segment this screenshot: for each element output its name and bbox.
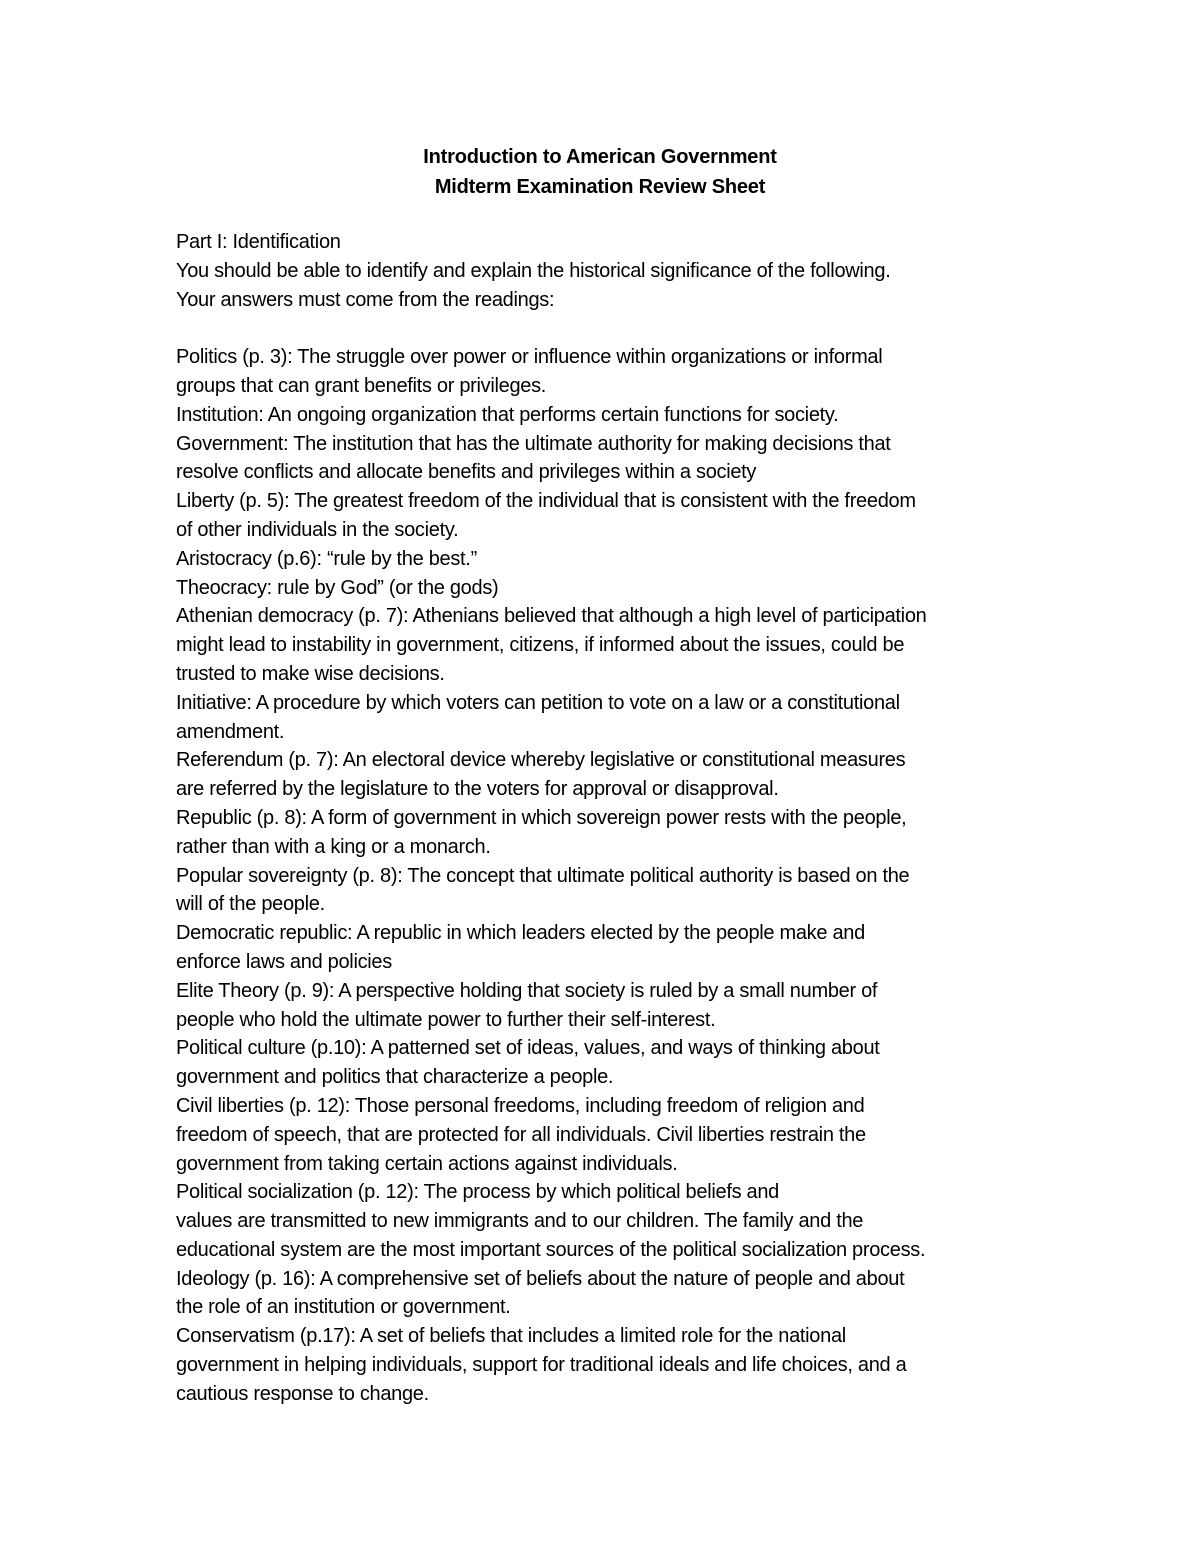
definition-line: resolve conflicts and allocate benefits and privileges within a society: [176, 461, 757, 484]
definition-entry: [176, 487, 1036, 545]
definition-line: Republic (p. 8): A form of government in which sovereign power rests with the people,: [176, 806, 907, 829]
definition-line: Aristocracy (p.6): “rule by the best.”: [176, 547, 477, 570]
definition-line: Referendum (p. 7): An electoral device whereby legislative or constitutional measures: [176, 749, 906, 772]
section-heading: Part I: Identification: [176, 231, 341, 253]
definition-line: government and politics that characterize a people.: [176, 1066, 614, 1089]
definition-line: Liberty (p. 5): The greatest freedom of the individual that is consistent with the freedom: [176, 490, 916, 513]
definition-line: Democratic republic: A republic in which leaders elected by the people make and: [176, 922, 865, 945]
definition-line: Popular sovereignty (p. 8): The concept that ultimate political authority is based on the: [176, 864, 910, 887]
definition-line: of other individuals in the society.: [176, 518, 459, 541]
definition-entry: [176, 545, 1036, 574]
definition-line: people who hold the ultimate power to further their self-interest.: [176, 1008, 716, 1031]
instructions-line: Your answers must come from the readings:: [176, 288, 555, 311]
definition-line: Conservatism (p.17): A set of beliefs that includes a limited role for the national: [176, 1325, 846, 1348]
document-subtitle: Midterm Examination Review Sheet: [434, 176, 766, 198]
definition-entry: [176, 1178, 1036, 1264]
definition-line: Athenian democracy (p. 7): Athenians believed that although a high level of participation: [176, 605, 927, 628]
definition-line: groups that can grant benefits or privileges.: [176, 374, 547, 397]
definition-line: amendment.: [176, 720, 285, 743]
definition-entry: [176, 343, 1036, 401]
definition-line: Elite Theory (p. 9): A perspective holding that society is ruled by a small number of: [176, 979, 878, 1002]
definition-entry: [176, 1092, 1036, 1178]
definition-line: might lead to instability in government, citizens, if informed about the issues, could be: [176, 634, 905, 657]
definition-line: cautious response to change.: [176, 1382, 429, 1405]
definition-line: the role of an institution or government.: [176, 1296, 511, 1319]
definition-line: Political culture (p.10): A patterned set of ideas, values, and ways of thinking about: [176, 1037, 880, 1060]
definition-entry: [176, 689, 1036, 747]
definition-line: rather than with a king or a monarch.: [176, 835, 491, 858]
definition-line: trusted to make wise decisions.: [176, 662, 445, 685]
definition-line: freedom of speech, that are protected for all individuals. Civil liberties restrain the: [176, 1123, 866, 1146]
definition-line: Initiative: A procedure by which voters can petition to vote on a law or a constitutional: [176, 691, 900, 714]
definition-list: [176, 343, 1036, 1408]
definition-entry: [176, 862, 1036, 920]
definition-line: Government: The institution that has the ultimate authority for making decisions that: [176, 432, 891, 455]
definition-line: are referred by the legislature to the voters for approval or disapproval.: [176, 778, 779, 801]
definition-entry: [176, 804, 1036, 862]
definition-entry: [176, 430, 1036, 488]
definition-line: Institution: An ongoing organization that performs certain functions for society.: [176, 403, 839, 426]
definition-line: enforce laws and policies: [176, 950, 392, 973]
definition-entry: [176, 919, 1036, 977]
definition-entry: [176, 1034, 1036, 1092]
definition-line: Civil liberties (p. 12): Those personal freedoms, including freedom of religion and: [176, 1094, 865, 1117]
definition-line: Theocracy: rule by God” (or the gods): [176, 576, 499, 599]
definition-line: values are transmitted to new immigrants and to our children. The family and the: [176, 1210, 864, 1233]
definition-entry: [176, 1322, 1036, 1408]
instructions: [176, 257, 1036, 315]
document-header: [0, 142, 1200, 202]
definition-line: Political socialization (p. 12): The process by which political beliefs and: [176, 1181, 779, 1204]
blank-line: [176, 314, 1036, 343]
definition-line: government from taking certain actions against individuals.: [176, 1152, 678, 1175]
definition-entry: [176, 401, 1036, 430]
definition-line: Politics (p. 3): The struggle over power or influence within organizations or informal: [176, 346, 883, 369]
definition-line: will of the people.: [176, 893, 325, 916]
definition-entry: [176, 977, 1036, 1035]
definition-line: Ideology (p. 16): A comprehensive set of beliefs about the nature of people and about: [176, 1267, 905, 1290]
document-body: [176, 228, 1036, 1409]
definition-entry: [176, 602, 1036, 688]
definition-entry: [176, 1265, 1036, 1323]
definition-line: government in helping individuals, support for traditional ideals and life choices, and a: [176, 1354, 907, 1377]
definition-line: educational system are the most important sources of the political socialization process.: [176, 1238, 926, 1261]
document-title: Introduction to American Government: [423, 146, 777, 168]
definition-entry: [176, 746, 1036, 804]
instructions-line: You should be able to identify and explain the historical significance of the following.: [176, 259, 891, 282]
definition-entry: [176, 574, 1036, 603]
